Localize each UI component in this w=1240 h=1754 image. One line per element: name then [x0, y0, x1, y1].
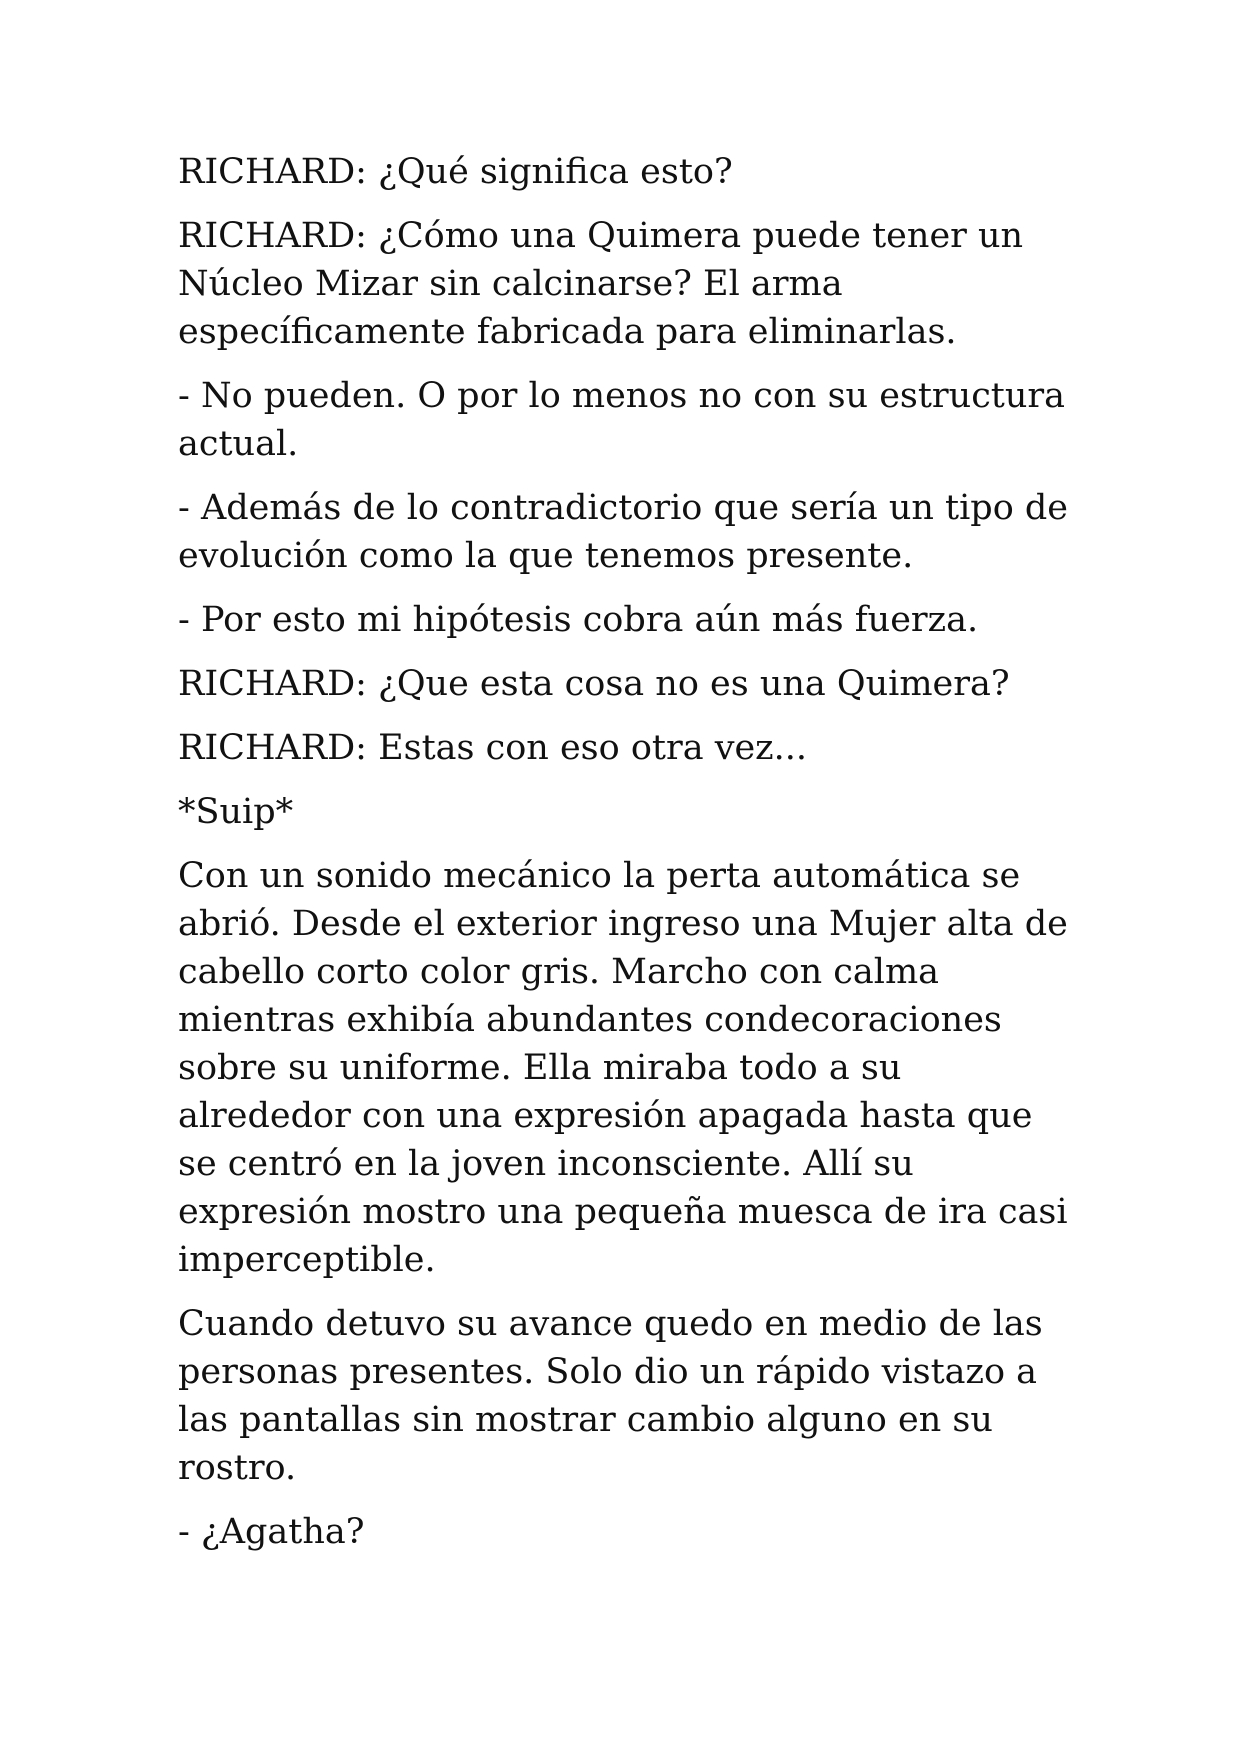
dialogue-line: RICHARD: Estas con eso otra vez... [178, 728, 807, 768]
dialogue-line: RICHARD: ¿Cómo una Quimera puede tener un Núcleo Mizar sin calcinarse? El arma específicamente fabricada para eliminarlas. [178, 216, 1024, 352]
sound-effect: *Suip* [178, 792, 294, 832]
body-text [178, 148, 1078, 1572]
dialogue-line: RICHARD: ¿Que esta cosa no es una Quimera? [178, 664, 1010, 704]
narration-paragraph: Con un sonido mecánico la perta automática se abrió. Desde el exterior ingreso una Mujer alta de cabello corto color gris. Marcho con calma mientras exhibía abundantes condecoraciones sobre su uniforme. Ella miraba todo a su alrededor con una expresión apagada hasta que se centró en la joven inconsciente. Allí su expresión mostro una pequeña muesca de ira casi imperceptible. [178, 856, 1068, 1280]
dialogue-line: - Además de lo contradictorio que sería un tipo de evolución como la que tenemos presente. [178, 488, 1069, 576]
dialogue-line: - Por esto mi hipótesis cobra aún más fuerza. [178, 600, 979, 640]
dialogue-line: - ¿Agatha? [178, 1512, 365, 1552]
narration-paragraph: Cuando detuvo su avance quedo en medio de las personas presentes. Solo dio un rápido vistazo a las pantallas sin mostrar cambio alguno en su rostro. [178, 1304, 1043, 1488]
dialogue-line: - No pueden. O por lo menos no con su estructura actual. [178, 376, 1066, 464]
dialogue-line: RICHARD: ¿Qué significa esto? [178, 152, 733, 192]
